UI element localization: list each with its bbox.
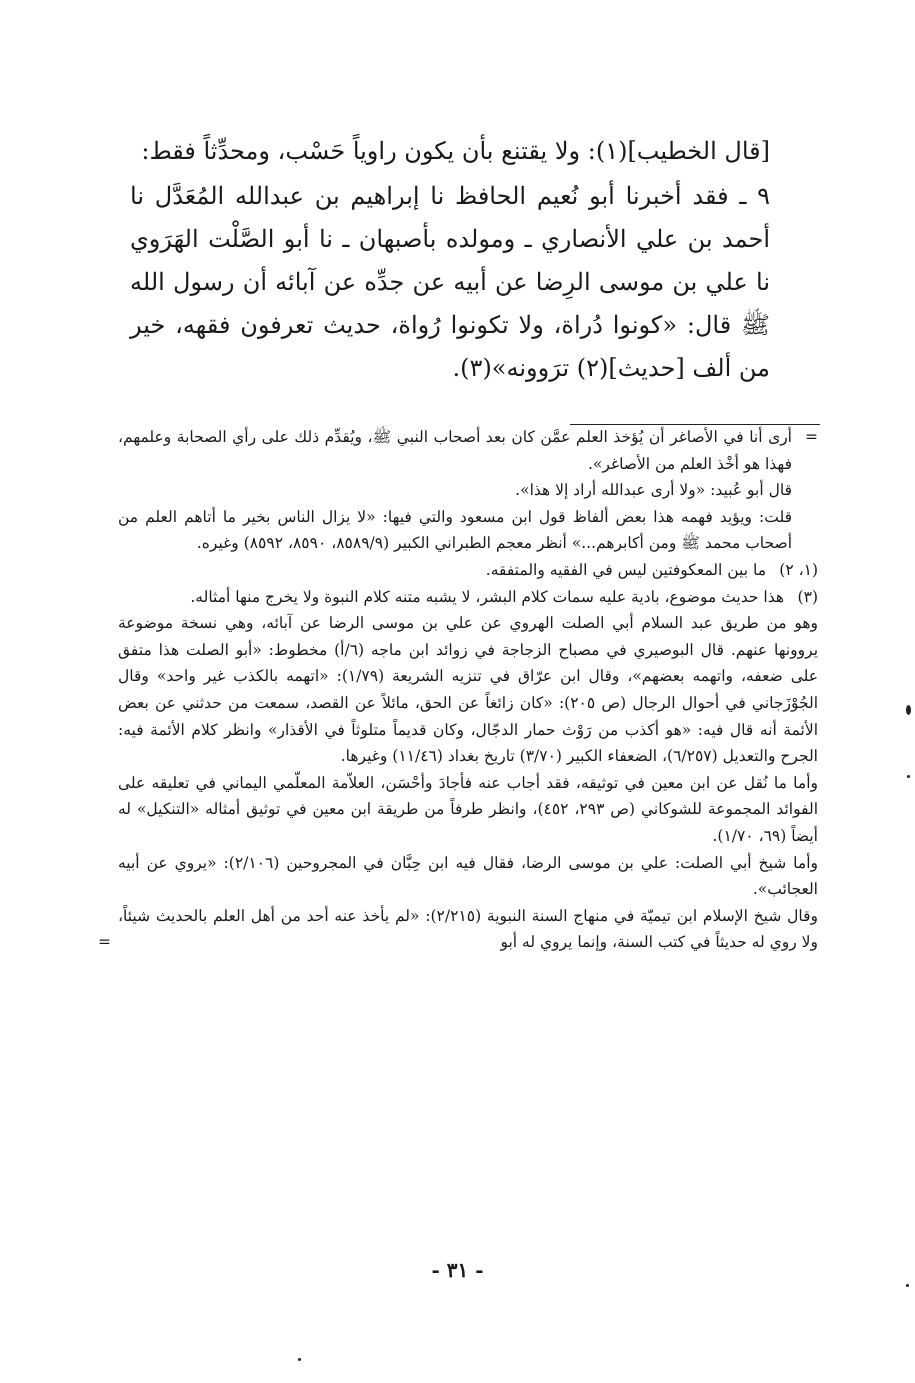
scan-speck <box>906 1284 909 1287</box>
scan-speck <box>907 775 910 778</box>
scan-speck <box>298 1358 301 1361</box>
footnote-3-number: (٣) <box>797 587 818 606</box>
footnote-3-chain: وهو من طريق عبد السلام أبي الصلت الهروي عن علي بن موسى الرضا عن آبائه، وهي نسخة موضوعة يروونها عنهم. قال البوصيري في مصباح الزجاجة في زوائد ابن ماجه (٦/أ) مخطوط: «أبو الصلت هذا متفق على ضعفه، واتهمه بعضهم»، وقال ابن عرّاق في تنزيه الشريعة (١/٧٩): «اتهمه بالكذب غير واحد» وقال الجُوْزَجاني في أحوال الرجال (ص ٢٠٥): «كان زائغاً عن الحق، مائلاً عن القصد، سمعت من حدثني عن بعض الأئمة أنه قال فيه: «هو أكذب من رَوْث حمار الدجّال، وكان قديماً متلوثاً في الأقذار» وانظر كلام الأئمة فيه: الجرح والتعديل (٦/٢٥٧)، الضعفاء الكبير (٣/٧٠) تاريخ بغداد (١١/٤٦) وغيرها. <box>118 614 819 766</box>
footnote-1-2-number: (١، ٢) <box>779 560 818 579</box>
footnote-comment: قلت: ويؤيد فهمه هذا بعض ألفاظ قول ابن مسعود والتي فيها: «لا يزال الناس بخير ما أتاهم العلم من أصحاب محمد ﷺ ومن أكابرهم...» أنظر معجم الطبراني الكبير (٨٥٨٩/٩، ٨٥٩٠، ٨٥٩٢) وغيره. <box>118 507 792 553</box>
continuation-mark-end: = <box>98 933 111 952</box>
footnote-3-intro: هذا حديث موضوع، بادية عليه سمات كلام البشر، لا يشبه متنه كلام النبوة ولا يخرج منها أمثاله. <box>190 587 784 606</box>
footnote-continued-text: أرى أنا في الأصاغر أن يُؤخذ العلم عمَّن كان بعد أصحاب النبي ﷺ، ويُقدِّم ذلك على رأي الصحابة وعلمهم، فهذا هو أخْذ العلم من الأصاغر». <box>118 428 792 473</box>
hadith-paragraph: ٩ ـ فقد أخبرنا أبو نُعيم الحافظ نا إبراهيم بن عبدالله المُعَدَّل نا أحمد بن علي الأنصاري ـ ومولده بأصبهان ـ نا أبو الصَّلْت الهَرَوي نا علي بن موسى الرِضا عن أبيه عن جدِّه عن آبائه أن رسول الله ﷺ قال: «كونوا دُراة، ولا تكونوا رُواة، حديث تعرفون فقهه، خير من ألف [حديث](٢) ترَوونه»(٣). <box>130 182 770 382</box>
page-number: - ٣١ - <box>431 1258 484 1282</box>
continuation-mark: = <box>805 428 818 446</box>
footnote-1-2 <box>118 557 818 584</box>
main-text <box>130 130 770 390</box>
footnote-3-ali-rida: وأما شيخ أبي الصلت: علي بن موسى الرضا، فقال فيه ابن حِبَّان في المجروحين (٢/١٠٦): «يروي عن أبيه العجائب». <box>118 853 818 899</box>
footnote-1-2-text: ما بين المعكوفتين ليس في الفقيه والمتفقه. <box>485 560 766 579</box>
footnote-3-ibn-taymiyya <box>98 903 818 956</box>
footnote-3-ibn-maeen: وأما ما نُقل عن ابن معين في توثيقه، فقد أجاب عنه فأجادَ وأحْسَن، العلاّمة المعلّمي اليماني في تعليقه على الفوائد المجموعة للشوكاني (ص ٢٩٣، ٤٥٢)، وانظر طرفاً من طريقة ابن معين في توثيق أمثاله «التنكيل» له أيضاً (٦٩، ١/٧٠). <box>118 773 818 845</box>
footnote-3-ibn-taymiyya-text: وقال شيخ الإسلام ابن تيميّة في منهاج السنة النبوية (٢/٢١٥): «لم يأخذ عنه أحد من أهل العلم بالحديث شيئاً، ولا روي له حديثاً في كتب السنة، وإنما يروي له أبو <box>118 906 818 952</box>
footnote-abu-ubayd: قال أبو عُبيد: «ولا أرى عبدالله أراد إلا هذا». <box>515 481 792 500</box>
footnote-3 <box>118 584 818 611</box>
footnote-continued <box>118 424 818 557</box>
footnotes <box>98 424 819 956</box>
scan-speck <box>906 705 911 715</box>
lead-paragraph: [قال الخطيب](١): ولا يقتنع بأن يكون راوياً حَسْب، ومحدِّثاً فقط: <box>141 137 770 165</box>
